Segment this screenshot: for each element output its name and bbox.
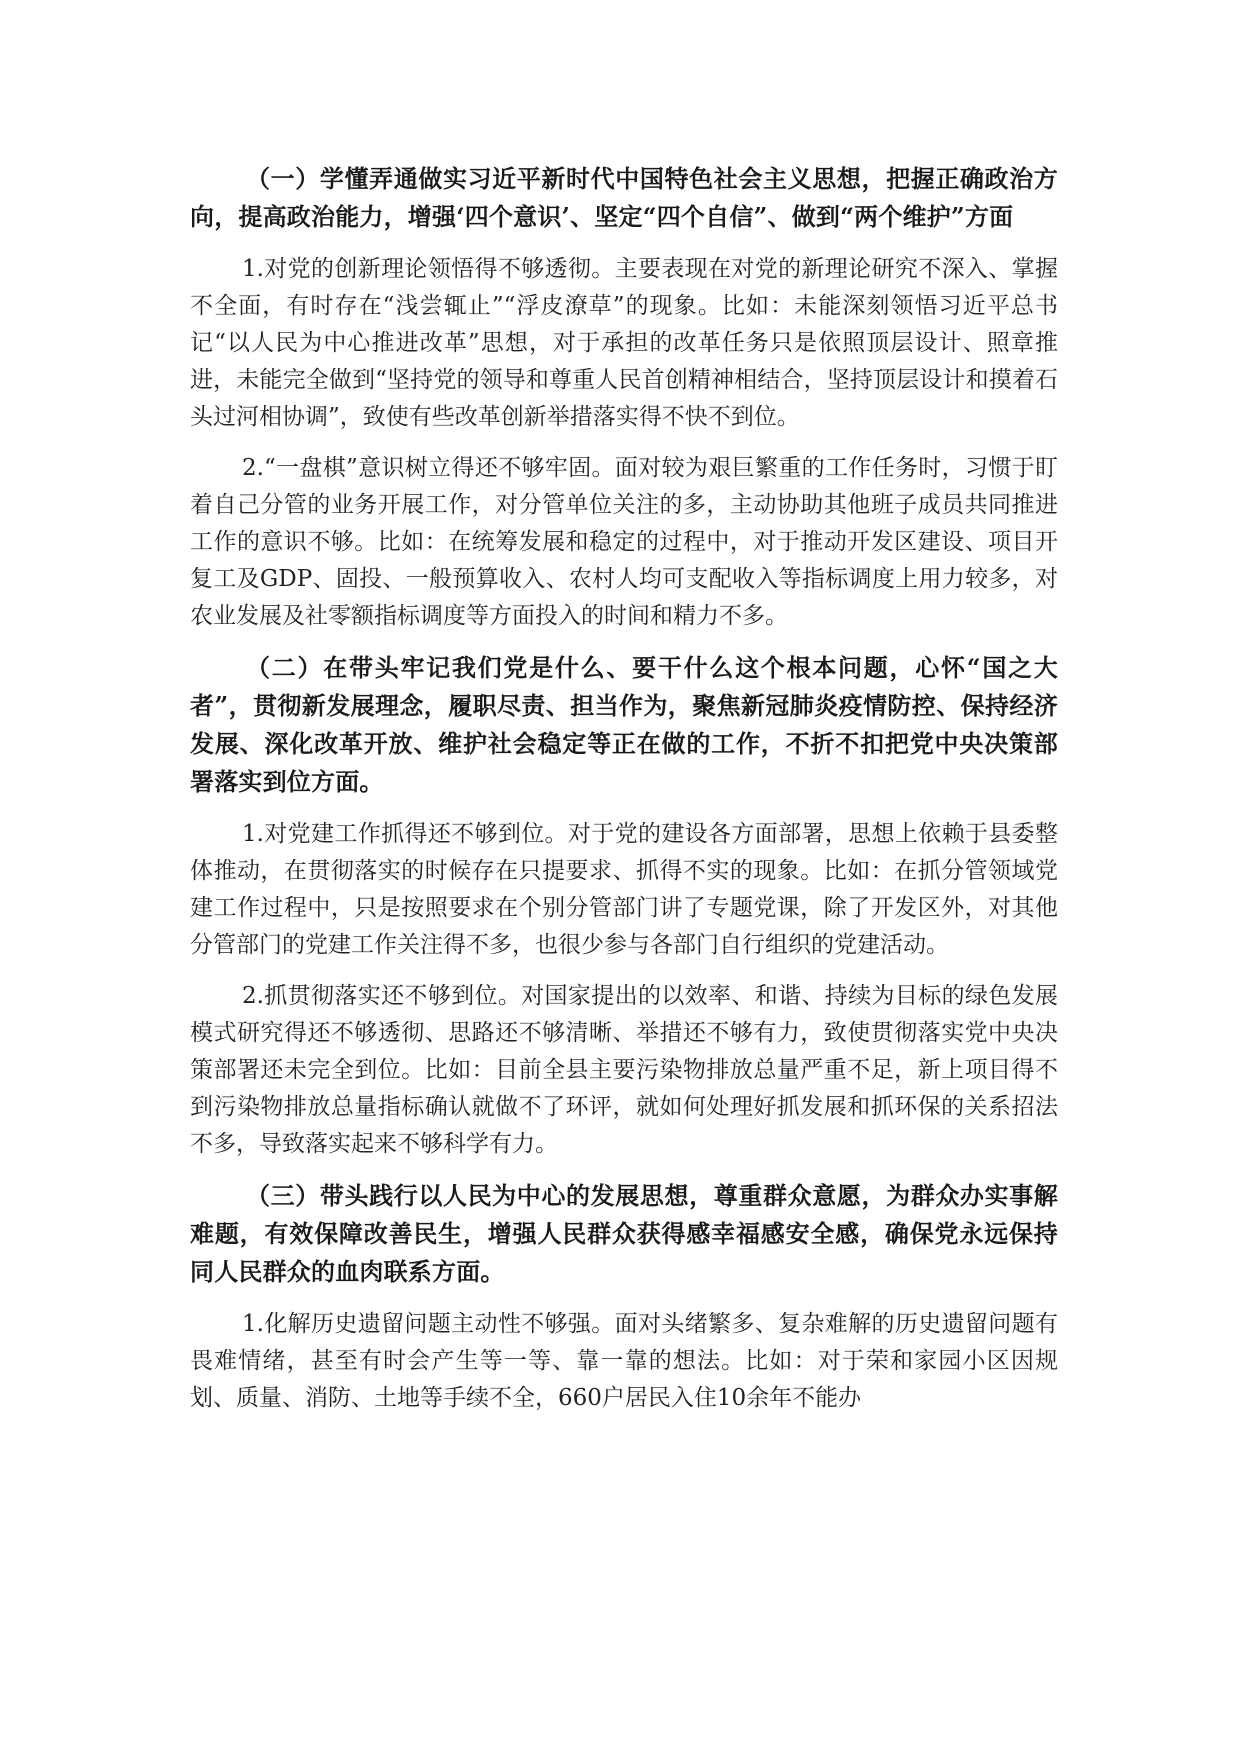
section-paragraph: 1.对党的创新理论领悟得不够透彻。主要表现在对党的新理论研究不深入、掌握不全面，有时存在“浅尝辄止”“浮皮潦草”的现象。比如：未能深刻领悟习近平总书记“以人民为中心推进改革”思想，对于承担的改革任务只是依照顶层设计、照章推进，未能完全做到“坚持党的领导和尊重人民首创精神相结合，坚持顶层设计和摸着石头过河相协调”，致使有些改革创新举措落实得不快不到位。 (190, 256, 1058, 430)
section-heading: （一）学懂弄通做实习近平新时代中国特色社会主义思想，把握正确政治方向，提高政治能力，增强‘四个意识’、坚定“四个自信”、做到“两个维护”方面 (190, 164, 1058, 231)
section-2 (190, 649, 1058, 1163)
section-heading: （二）在带头牢记我们党是什么、要干什么这个根本问题，心怀“国之大者”，贯彻新发展理念，履职尽责、担当作为，聚焦新冠肺炎疫情防控、保持经济发展、深化改革开放、维护社会稳定等正在做的工作，不折不扣把党中央决策部署落实到位方面。 (190, 653, 1058, 796)
section-3 (190, 1177, 1058, 1417)
section-paragraph: 2.抓贯彻落实还不够到位。对国家提出的以效率、和谐、持续为目标的绿色发展模式研究得还不够透彻、思路还不够清晰、举措还不够有力，致使贯彻落实党中央决策部署还未完全到位。比如：目前全县主要污染物排放总量严重不足，新上项目得不到污染物排放总量指标确认就做不了环评，就如何处理好抓发展和抓环保的关系招法不多，导致落实起来不够科学有力。 (190, 983, 1058, 1157)
section-paragraph: 2.“一盘棋”意识树立得还不够牢固。面对较为艰巨繁重的工作任务时，习惯于盯着自己分管的业务开展工作，对分管单位关注的多，主动协助其他班子成员共同推进工作的意识不够。比如：在统筹发展和稳定的过程中，对于推动开发区建设、项目开复工及GDP、固投、一般预算收入、农村人均可支配收入等指标调度上用力较多，对农业发展及社零额指标调度等方面投入的时间和精力不多。 (190, 455, 1058, 629)
document-page (190, 160, 1058, 1417)
section-paragraph: 1.化解历史遗留问题主动性不够强。面对头绪繁多、复杂难解的历史遗留问题有畏难情绪，甚至有时会产生等一等、靠一靠的想法。比如：对于荣和家园小区因规划、质量、消防、土地等手续不全，660户居民入住10余年不能办 (190, 1311, 1058, 1411)
section-1 (190, 160, 1058, 635)
section-paragraph: 1.对党建工作抓得还不够到位。对于党的建设各方面部署，思想上依赖于县委整体推动，在贯彻落实的时候存在只提要求、抓得不实的现象。比如：在抓分管领域党建工作过程中，只是按照要求在个别分管部门讲了专题党课，除了开发区外，对其他分管部门的党建工作关注得不多，也很少参与各部门自行组织的党建活动。 (190, 821, 1058, 958)
section-heading: （三）带头践行以人民为中心的发展思想，尊重群众意愿，为群众办实事解难题，有效保障改善民生，增强人民群众获得感幸福感安全感，确保党永远保持同人民群众的血肉联系方面。 (190, 1181, 1058, 1286)
